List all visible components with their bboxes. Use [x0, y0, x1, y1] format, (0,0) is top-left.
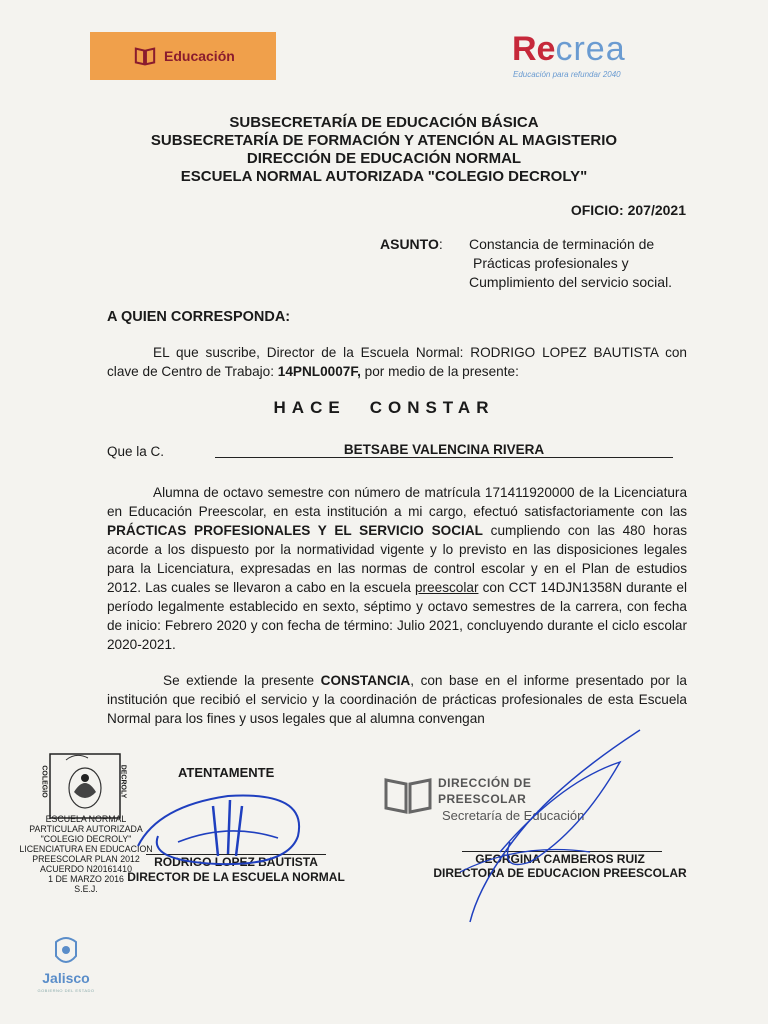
p1-d: preescolar [415, 580, 479, 595]
recrea-tagline: Educación para refundar 2040 [513, 70, 621, 79]
right-signer-title: DIRECTORA DE EDUCACION PREESCOLAR [433, 866, 687, 880]
right-signer-name: GEORGINA CAMBEROS RUIZ [475, 852, 645, 866]
p1-c: cumpliendo con las 480 horas acorde a los dispuesto por la normatividad vigente y lo previsto en las disposiciones legales para la Licenciatura, expresadas en las normas de control escolar y en el Plan de estudios 2012. Las cuales se llevaron a cabo en la escuela [107, 523, 687, 595]
asunto-line-3: Cumplimiento del servicio social. [469, 274, 673, 290]
left-signer-name: RODRIGO LOPEZ BAUTISTA [154, 855, 318, 869]
main-paragraph [107, 483, 687, 654]
p1-b: PRÁCTICAS PROFESIONALES Y EL SERVICIO SOCIAL [107, 523, 483, 538]
educacion-logo-text: Educación [164, 48, 235, 64]
que-label: Que la C. [107, 444, 165, 459]
jalisco-subtext: GOBIERNO DEL ESTADO [37, 988, 95, 993]
book-icon [134, 45, 156, 67]
intro-part-1: EL que suscribe, Director de la Escuela Normal: RODRIGO LOPEZ BAUTISTA con clave de Centro de Trabajo: [107, 345, 687, 379]
asunto-label-row [380, 236, 443, 252]
seal-line-1: ESCUELA NORMAL [45, 814, 127, 824]
header-line-1: SUBSECRETARÍA DE EDUCACIÓN BÁSICA [229, 114, 539, 131]
seal-line-6: ACUERDO N20161410 [40, 864, 132, 874]
oficio-number: OFICIO: 207/2021 [570, 202, 686, 218]
asunto-line-1: Constancia de terminación de [469, 236, 655, 252]
constancia-paragraph [107, 671, 687, 728]
jalisco-crest-icon [52, 934, 80, 968]
seal-line-8: S.E.J. [74, 884, 98, 894]
asunto-colon: : [438, 236, 443, 252]
salutation: A QUIEN CORRESPONDA: [107, 309, 291, 325]
p1-e: con CCT 14DJN1358N durante el período legalmente establecido en sexto, séptimo y octavo semestres de la carrera, con fecha de inicio: Febrero 2020 y con fecha de término: Julio 2021, concluyendo durante el ciclo escolar 2020-2021. [107, 580, 687, 652]
stamp-book-icon [382, 774, 434, 816]
seal-line-2: PARTICULAR AUTORIZADA [29, 824, 143, 834]
header-line-3: DIRECCIÓN DE EDUCACIÓN NORMAL [246, 150, 522, 167]
atentamente: ATENTAMENTE [178, 765, 275, 780]
hace-word: HACE [273, 398, 346, 417]
recrea-crea: crea [555, 30, 626, 68]
intro-part-2: por medio de la presente: [360, 364, 519, 379]
hace-constar-heading [0, 398, 768, 418]
seal-colegio: COLEGIO [40, 765, 48, 798]
p2-a: Se extiende la presente [163, 673, 321, 688]
asunto-label: ASUNTO [380, 236, 439, 252]
seal-line-5: PREESCOLAR PLAN 2012 [32, 854, 140, 864]
p2-b: CONSTANCIA [320, 673, 411, 688]
stamp-line-3: Secretaría de Educación [442, 808, 585, 823]
asunto-line-2: Prácticas profesionales y [473, 255, 629, 271]
p2-c: , con base en el informe presentado por la institución que recibió el servicio y la coordinación de prácticas profesionales de esta Escuela Normal para los fines y usos legales que al alumna convengan [107, 673, 687, 726]
student-name: BETSABE VALENCINA RIVERA [343, 442, 545, 457]
right-handwritten-signature [440, 722, 650, 932]
stamp-line-2: PREESCOLAR [438, 792, 527, 806]
header-line-2: SUBSECRETARÍA DE FORMACIÓN Y ATENCIÓN AL MAGISTERIO [150, 132, 618, 149]
name-underline [215, 457, 673, 458]
seal-decroly: DECROLY [119, 764, 127, 799]
left-signer-title: DIRECTOR DE LA ESCUELA NORMAL [127, 870, 345, 884]
p1-a: Alumna de octavo semestre con número de matrícula 171411920000 de la Licenciatura en Educación Preescolar, en esta institución a mi cargo, efectuó satisfactoriamente con las [107, 485, 687, 519]
jalisco-logo [30, 934, 102, 1008]
seal-line-4: LICENCIATURA EN EDUCACION [19, 844, 153, 854]
left-handwritten-signature [118, 776, 318, 886]
intro-paragraph [107, 343, 687, 381]
recrea-logo [512, 30, 672, 90]
constar-word: CONSTAR [369, 398, 495, 417]
seal-line-3: "COLEGIO DECROLY" [40, 834, 132, 844]
intro-clave: 14PNL0007F, [277, 364, 361, 379]
header-line-4: ESCUELA NORMAL AUTORIZADA "COLEGIO DECROLY" [180, 168, 588, 185]
educacion-logo [90, 32, 276, 80]
seal-line-7: 1 DE MARZO 2016 [48, 874, 124, 884]
recrea-re: Re [512, 30, 556, 68]
jalisco-text: Jalisco [42, 970, 90, 986]
stamp-line-1: DIRECCIÓN DE [438, 776, 532, 790]
